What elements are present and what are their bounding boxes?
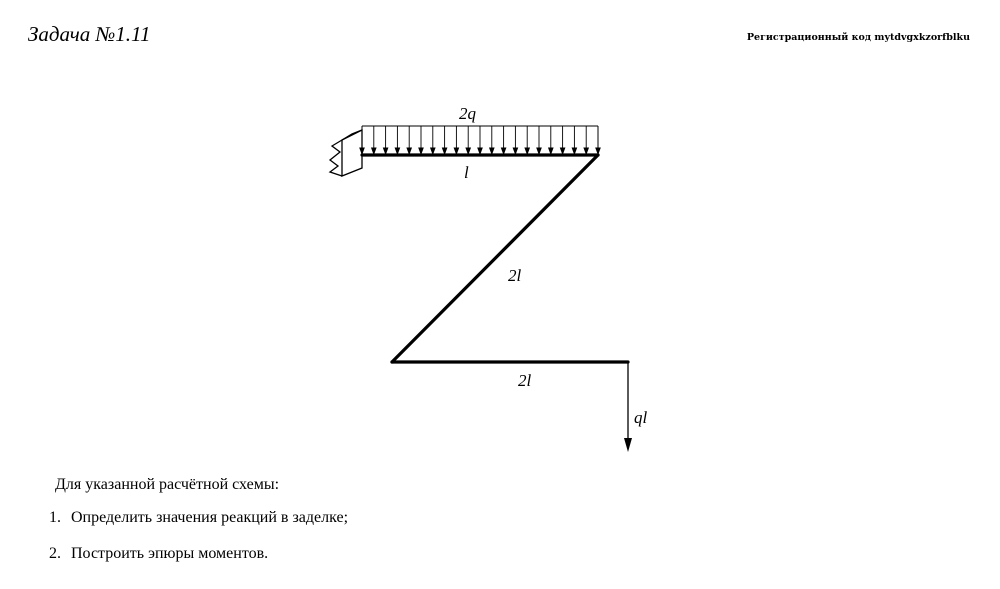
registration-code: Регистрационный код mytdvgxkzorfblku [746,32,970,43]
label-distributed-load: 2q [459,104,476,123]
load-arrow-head [501,148,505,154]
load-arrow-head [372,148,376,154]
load-arrow-head [584,148,588,154]
task-text: Определить значения реакций в заделке; [71,509,349,526]
load-arrow-head [549,148,553,154]
load-arrow-head [572,148,576,154]
label-bottom-length: 2l [518,371,532,390]
task-item [49,508,348,528]
load-arrow-head [490,148,494,154]
load-arrow-head [525,148,529,154]
load-arrow-head [395,148,399,154]
task-item [49,544,348,564]
task-number: 1. [49,509,61,526]
point-force-arrow [624,362,632,452]
fixed-support [330,130,362,176]
load-arrow-head [442,148,446,154]
diagonal-member [392,155,598,362]
problem-title: Задача №1.11 [28,22,151,46]
task-list [49,508,348,580]
task-number: 2. [49,545,61,562]
distributed-load [360,126,600,155]
frame [362,155,628,362]
load-arrow-head [560,148,564,154]
load-arrow-head [537,148,541,154]
label-diagonal-length: 2l [508,266,522,285]
load-arrow-head [419,148,423,154]
task-text: Построить эпюры моментов. [71,545,269,562]
label-top-length: l [464,163,469,182]
label-point-force: ql [634,408,648,427]
load-arrow-head [466,148,470,154]
load-arrow-head [478,148,482,154]
load-arrow-head [383,148,387,154]
intro-text: Для указанной расчётной схемы: [55,476,280,493]
load-arrow-head [454,148,458,154]
load-arrow-head [407,148,411,154]
load-arrow-head [431,148,435,154]
load-arrow-head [513,148,517,154]
load-arrow-head [596,148,600,154]
